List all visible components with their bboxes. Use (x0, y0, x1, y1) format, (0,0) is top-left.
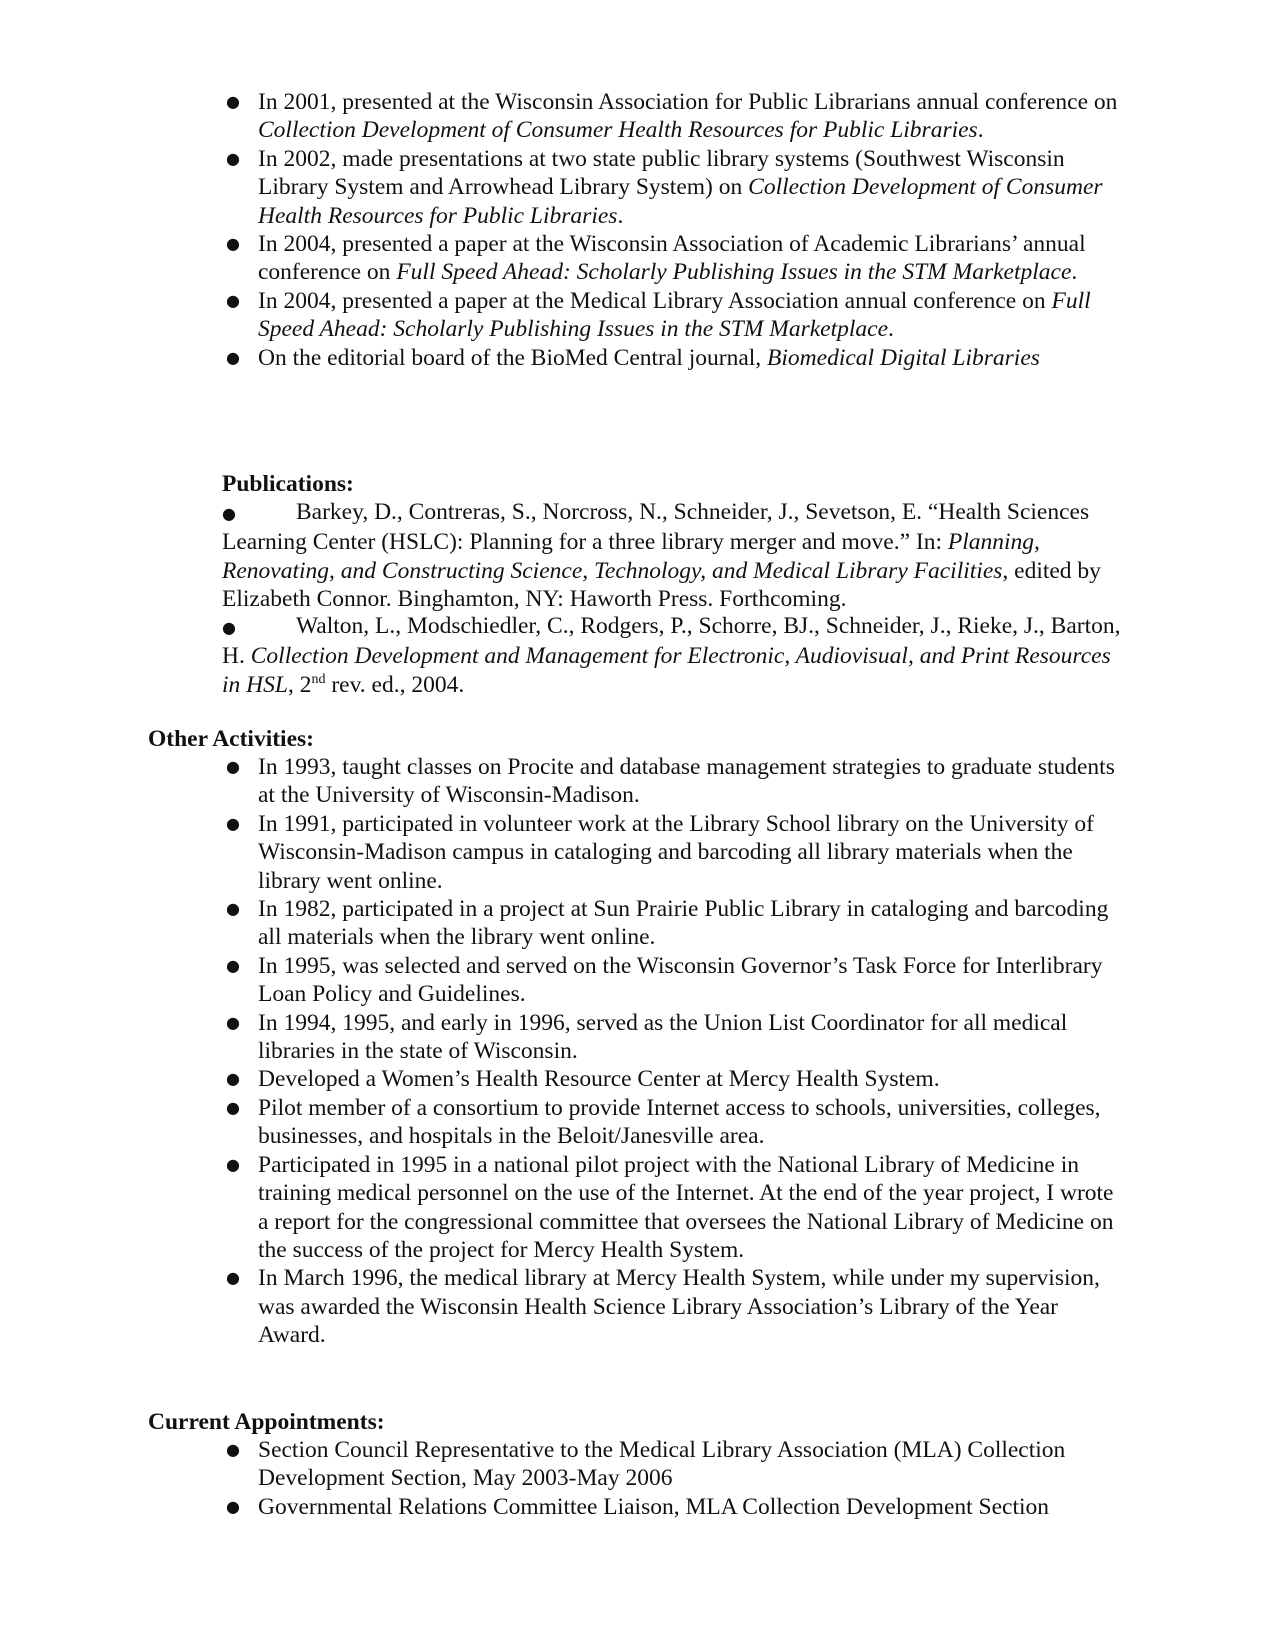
bullet-icon: ● (226, 1012, 240, 1032)
list-item (226, 230, 1128, 287)
list-item (226, 88, 1128, 145)
list-item (226, 753, 1128, 810)
item-title: Biomedical Digital Libraries (767, 344, 1040, 371)
list-item (226, 1009, 1128, 1066)
item-text: In 1991, participated in volunteer work at the Library School library on the University of Wisconsin-Madison campus in cataloging and barcoding all library materials when the library went online. (258, 810, 1094, 894)
other-activities-list (226, 753, 1128, 1350)
item-title: Full Speed Ahead: Scholarly Publishing Issues in the STM Marketplace (396, 259, 1072, 286)
bullet-icon: ● (222, 618, 236, 637)
item-text: In 2004, presented a paper at the Wisconsin Association of Academic Librarians’ annual conference on (258, 231, 1086, 286)
publication-details: , edited by Elizabeth Connor. Binghamton, NY: Haworth Press. Forthcoming. (222, 557, 1101, 613)
item-text: In 1982, participated in a project at Sun Prairie Public Library in cataloging and barcoding all materials when the library went online. (258, 896, 1109, 951)
list-item (226, 810, 1128, 895)
bullet-icon: ● (226, 290, 240, 310)
publication-authors: Walton, L., Modschiedler, C., Rodgers, P., Schorre, BJ., Schneider, J., Rieke, J., Barton, H. (222, 613, 1121, 670)
publication-details: rev. ed., 2004. (325, 671, 465, 698)
item-text: Participated in 1995 in a national pilot project with the National Library of Medicine in training medical personnel on the use of the Internet. At the end of the year project, I wrote a report for the congressional committee that oversees the National Library of Medicine on the success of the project for Mercy Health System. (258, 1151, 1114, 1263)
item-title: Collection Development of Consumer Health Resources for Public Libraries (258, 174, 1103, 229)
publication-entry (222, 498, 1127, 614)
current-appointments-list (226, 1436, 1128, 1521)
list-item (226, 1094, 1128, 1151)
bullet-icon: ● (222, 504, 236, 523)
item-text: Section Council Representative to the Medical Library Association (MLA) Collection Development Section, May 2003-May 2006 (258, 1437, 1066, 1492)
bullet-icon: ● (226, 92, 240, 111)
item-tail: . (617, 202, 624, 229)
publication-title: Planning, Renovating, and Constructing Science, Technology, and Medical Library Facilities (222, 529, 1040, 584)
current-appointments-heading: Current Appointments: (148, 1409, 385, 1435)
list-item (226, 145, 1128, 230)
list-item (226, 287, 1128, 344)
bullet-icon: ● (226, 148, 240, 168)
publication-authors: Barkey, D., Contreras, S., Norcross, N., Schneider, J., Sevetson, E. “Health Sciences Learning Center (HSLC): Planning for a three library merger and move.” In: (222, 499, 1090, 556)
item-tail: . (888, 316, 894, 343)
item-text: In 1994, 1995, and early in 1996, served as the Union List Coordinator for all medical libraries in the state of Wisconsin. (258, 1009, 1068, 1065)
bullet-icon: ● (226, 1154, 240, 1174)
item-title: Collection Development of Consumer Health Resources for Public Libraries (258, 117, 978, 144)
publication-title: Collection Development and Management for Electronic, Audiovisual, and Print Resources in HSL (222, 643, 1111, 698)
bullet-icon: ● (226, 757, 240, 776)
item-text: In 1995, was selected and served on the Wisconsin Governor’s Task Force for Interlibrary Loan Policy and Guidelines. (258, 952, 1103, 1008)
list-item (226, 1436, 1128, 1493)
publications-heading: Publications: (222, 471, 354, 497)
item-text: On the editorial board of the BioMed Central journal, (258, 344, 768, 371)
item-tail: . (977, 117, 984, 144)
item-text: In 1993, taught classes on Procite and database management strategies to graduate students at the University of Wisconsin-Madison. (258, 754, 1115, 809)
bullet-icon: ● (226, 813, 240, 833)
item-text: Governmental Relations Committee Liaison, MLA Collection Development Section (258, 1493, 1050, 1520)
list-item (226, 1493, 1128, 1521)
publication-edition: , 2 (287, 671, 312, 698)
bullet-icon: ● (226, 899, 240, 919)
publication-edition-suffix: nd (311, 671, 326, 687)
list-item (226, 1065, 1128, 1093)
item-text: Developed a Women’s Health Resource Center at Mercy Health System. (258, 1066, 940, 1093)
list-item (226, 1264, 1128, 1349)
publication-entry (222, 612, 1127, 699)
list-item (226, 952, 1128, 1009)
item-text: Pilot member of a consortium to provide Internet access to schools, universities, colleges, businesses, and hospitals in the Beloit/Janesville area. (258, 1094, 1101, 1150)
list-item (226, 344, 1128, 372)
item-tail: . (1071, 259, 1078, 286)
item-title: Full Speed Ahead: Scholarly Publishing Issues in the STM Marketplace (258, 287, 1091, 343)
presentations-list (226, 88, 1128, 372)
list-item (226, 1151, 1128, 1265)
bullet-icon: ● (226, 1069, 240, 1089)
item-text: In 2004, presented a paper at the Medical Library Association annual conference on (258, 287, 1052, 314)
list-item (226, 895, 1128, 952)
item-text: In 2001, presented at the Wisconsin Association for Public Librarians annual conference on (258, 89, 1118, 115)
item-text: In 2002, made presentations at two state public library systems (Southwest Wisconsin Library System and Arrowhead Library System) on (258, 145, 1065, 201)
bullet-icon: ● (226, 1496, 240, 1516)
other-activities-heading: Other Activities: (148, 726, 314, 752)
item-text: In March 1996, the medical library at Mercy Health System, while under my supervision, was awarded the Wisconsin Health Science Library Association’s Library of the Year Award. (258, 1265, 1100, 1349)
bullet-icon: ● (226, 1268, 240, 1288)
bullet-icon: ● (226, 347, 240, 367)
bullet-icon: ● (226, 1440, 240, 1459)
bullet-icon: ● (226, 955, 240, 975)
bullet-icon: ● (226, 1097, 240, 1117)
bullet-icon: ● (226, 234, 240, 254)
